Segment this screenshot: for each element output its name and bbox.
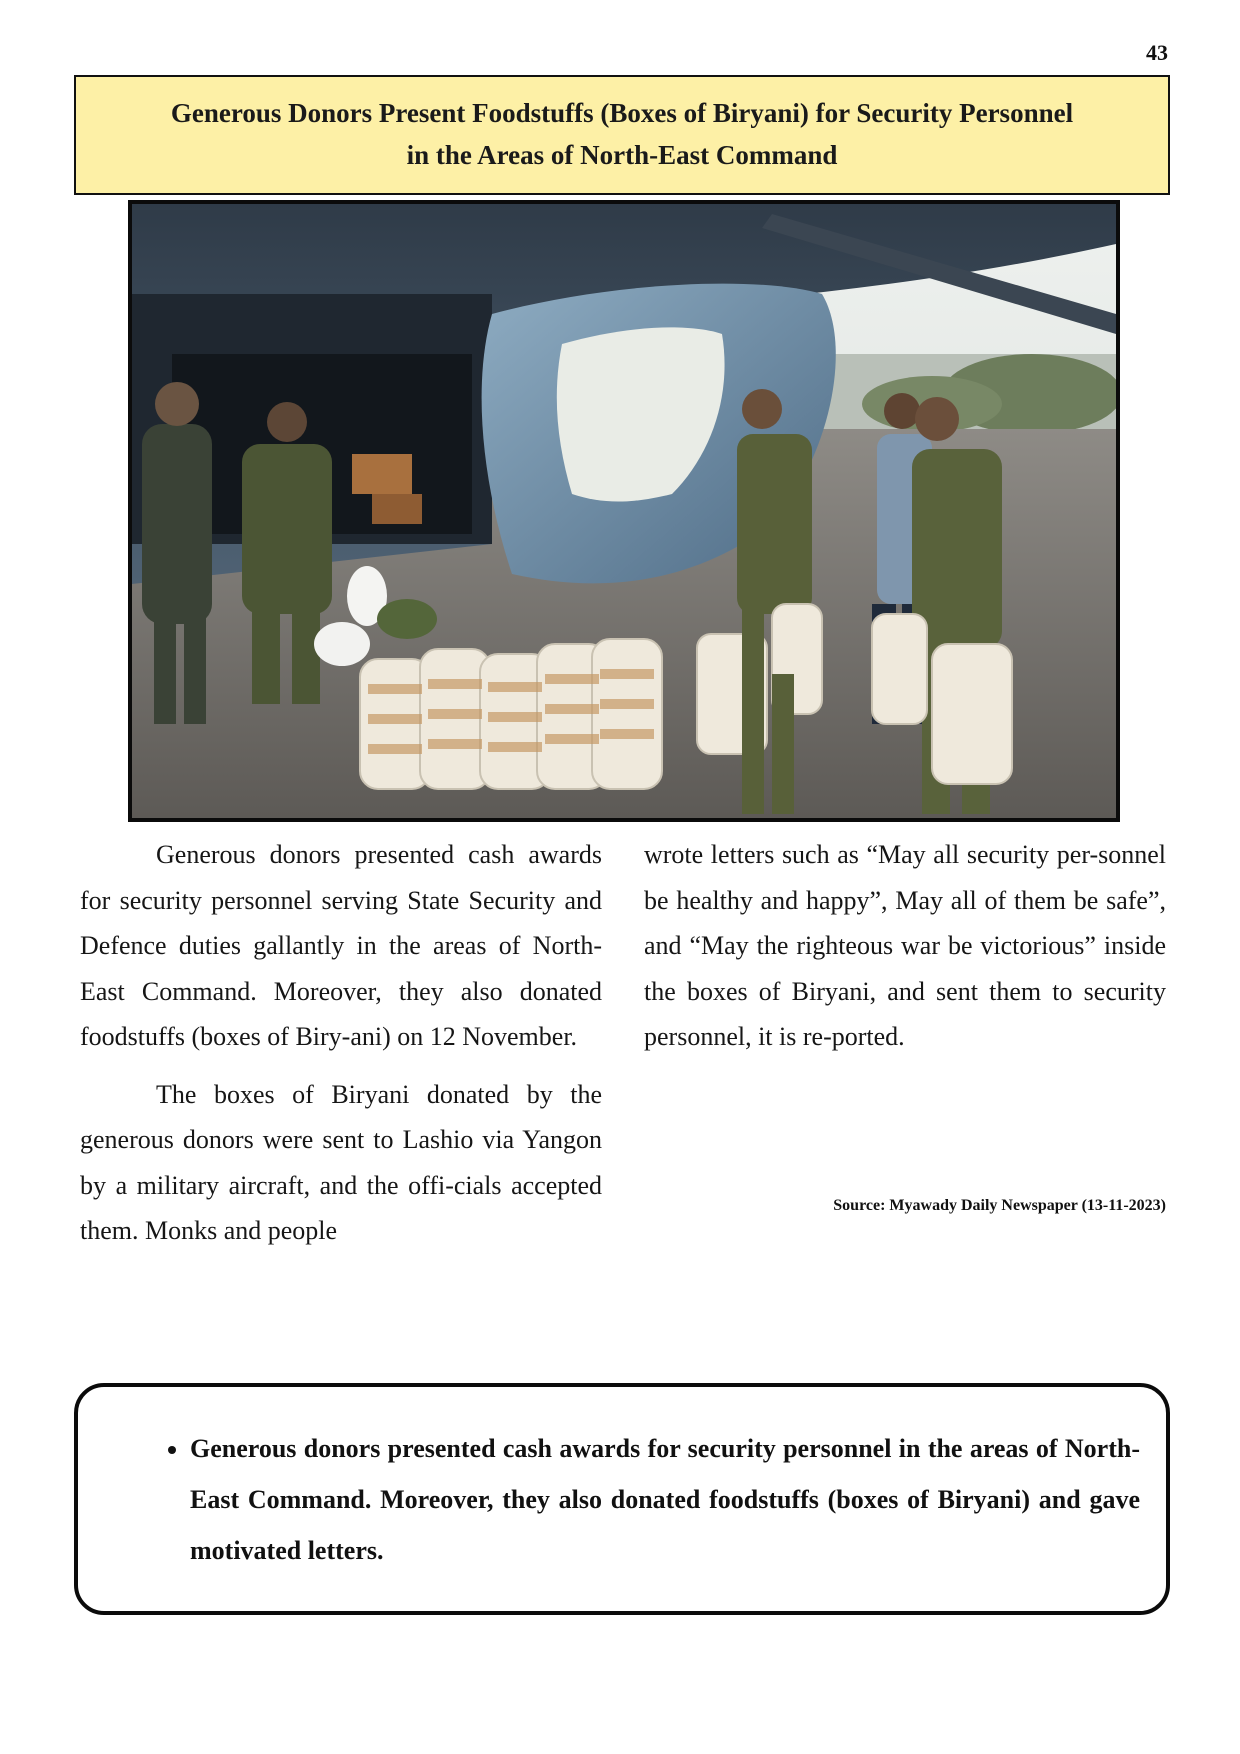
source-citation: Source: Myawady Daily Newspaper (13-11-2023) xyxy=(833,1197,1166,1214)
article-title xyxy=(171,93,1073,177)
article-title-line-1: Generous Donors Present Foodstuffs (Boxes of Biryani) for Security Personnel xyxy=(170,98,1074,129)
article-photo xyxy=(128,200,1120,822)
article-column-right xyxy=(644,832,1166,1060)
summary-bullet: • Generous donors presented cash awards for security personnel in the areas of North-East Command. Moreover, they also donated foodstuffs (boxes of Biryani) and gave motivated letters. xyxy=(190,1423,1140,1576)
article-column-left xyxy=(80,832,602,1254)
article-paragraph-3: wrote letters such as “May all security per-sonnel be healthy and happy”, May all of them be safe”, and “May the righteous war be victorious” inside the boxes of Biryani, and sent them to security personnel, it is re-ported. xyxy=(644,840,1166,1051)
article-paragraph-1: Generous donors presented cash awards for security personnel serving State Security and Defence duties gallantly in the areas of North-East Command. Moreover, they also donated foodstuffs (boxes of Biry-ani) on 12 November. xyxy=(80,840,602,1051)
article-title-line-2: in the Areas of North-East Command xyxy=(406,140,838,170)
page-number: 43 xyxy=(1146,40,1168,65)
summary-box xyxy=(74,1383,1170,1615)
article-paragraph-2: The boxes of Biryani donated by the generous donors were sent to Lashio via Yangon by a military aircraft, and the offi-cials accepted them. Monks and people xyxy=(80,1079,602,1245)
article-title-box xyxy=(74,75,1170,195)
summary-list xyxy=(134,1423,1140,1576)
